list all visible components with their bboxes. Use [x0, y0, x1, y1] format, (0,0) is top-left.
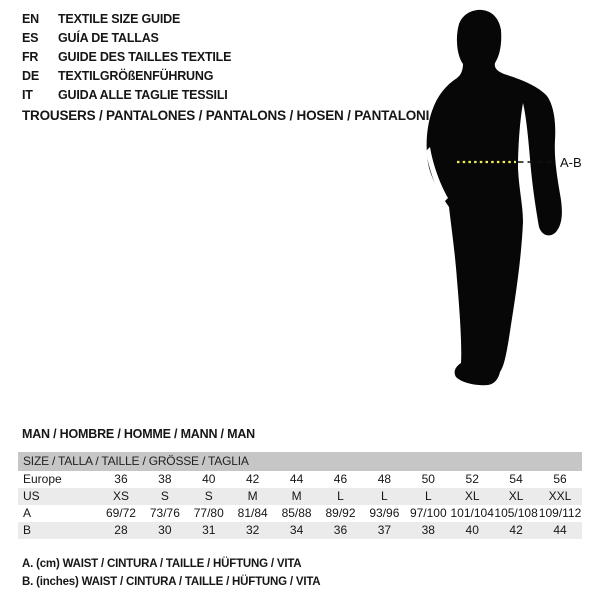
size-table-header: SIZE / TALLA / TAILLE / GRÖSSE / TAGLIA — [18, 452, 582, 471]
size-cell: 32 — [245, 523, 260, 537]
man-silhouette-figure — [420, 5, 595, 395]
language-title: GUIDE DES TAILLES TEXTILE — [58, 50, 232, 64]
row-label: US — [23, 489, 40, 503]
language-code: ES — [22, 31, 39, 45]
size-cell: 44 — [553, 523, 567, 537]
size-cell: XS — [112, 489, 129, 503]
size-cell: L — [337, 489, 344, 503]
language-row — [22, 67, 231, 86]
size-cell: 101/104 — [450, 506, 494, 520]
row-label: Europe — [23, 472, 62, 486]
man-silhouette-svg — [420, 5, 595, 395]
footnote: A. (cm) WAIST / CINTURA / TAILLE / HÜFTUNG / VITA — [22, 558, 302, 570]
size-cell: 69/72 — [105, 506, 136, 520]
size-cell: 36 — [333, 523, 348, 537]
size-cell: 38 — [421, 523, 435, 537]
row-values — [99, 488, 582, 505]
size-cell: M — [247, 489, 258, 503]
size-cell: S — [204, 489, 213, 503]
language-title: TEXTILGRÖßENFÜHRUNG — [58, 69, 214, 83]
language-title: GUÍA DE TALLAS — [58, 31, 159, 45]
language-row — [22, 86, 231, 105]
size-cell: 109/112 — [538, 506, 582, 520]
language-row — [22, 29, 231, 48]
size-table-rows — [18, 471, 582, 539]
table-row-a-cm — [18, 505, 582, 522]
language-row — [22, 10, 231, 29]
row-label: A — [23, 506, 32, 520]
size-cell: 73/76 — [149, 506, 180, 520]
size-cell: 37 — [377, 523, 392, 537]
measure-label: A-B — [560, 155, 582, 170]
size-cell: 40 — [465, 523, 479, 537]
size-cell: 93/96 — [369, 506, 400, 520]
size-table — [18, 452, 582, 539]
language-code: FR — [22, 50, 39, 64]
size-cell: 97/100 — [409, 506, 447, 520]
size-cell: 40 — [202, 472, 216, 486]
size-cell: 30 — [158, 523, 172, 537]
size-cell: L — [381, 489, 388, 503]
size-cell: XL — [508, 489, 524, 503]
language-code: EN — [22, 12, 39, 26]
size-cell: 54 — [509, 472, 523, 486]
size-cell: 89/92 — [325, 506, 356, 520]
language-title: GUIDA ALLE TAGLIE TESSILI — [58, 88, 228, 102]
measurement-footnotes — [22, 555, 320, 591]
size-cell: 77/80 — [193, 506, 224, 520]
footnote: B. (inches) WAIST / CINTURA / TAILLE / HÜFTUNG / VITA — [22, 576, 321, 588]
size-cell: XXL — [548, 489, 572, 503]
size-cell: 52 — [465, 472, 479, 486]
language-code: DE — [22, 69, 39, 83]
size-cell: 48 — [377, 472, 392, 486]
size-cell: 42 — [245, 472, 260, 486]
category-title: TROUSERS / PANTALONES / PANTALONS / HOSEN / PANTALONI — [22, 108, 430, 123]
table-row-b-inches — [18, 522, 582, 539]
size-cell: 81/84 — [237, 506, 268, 520]
row-values — [99, 522, 582, 539]
size-cell: L — [424, 489, 432, 503]
size-cell: 44 — [289, 472, 304, 486]
size-cell: 28 — [114, 523, 128, 537]
size-cell: 56 — [553, 472, 567, 486]
size-cell: S — [160, 489, 169, 503]
size-cell: 38 — [158, 472, 172, 486]
size-cell: M — [291, 489, 302, 503]
size-cell: 31 — [202, 523, 216, 537]
row-values — [99, 471, 582, 488]
section-title-man: MAN / HOMBRE / HOMME / MANN / MAN — [22, 427, 255, 441]
table-row-us — [18, 488, 582, 505]
size-cell: 50 — [421, 472, 435, 486]
language-code: IT — [22, 88, 33, 102]
size-cell: 42 — [509, 523, 523, 537]
size-cell: 105/108 — [494, 506, 538, 520]
language-title: TEXTILE SIZE GUIDE — [58, 12, 181, 26]
size-cell: 34 — [289, 523, 304, 537]
size-cell: 36 — [114, 472, 128, 486]
language-row — [22, 48, 231, 67]
size-cell: 85/88 — [281, 506, 312, 520]
row-values — [99, 505, 582, 522]
row-label: B — [23, 523, 32, 537]
size-cell: 46 — [333, 472, 348, 486]
language-legend — [22, 10, 231, 105]
size-cell: XL — [464, 489, 480, 503]
table-row-europe — [18, 471, 582, 488]
